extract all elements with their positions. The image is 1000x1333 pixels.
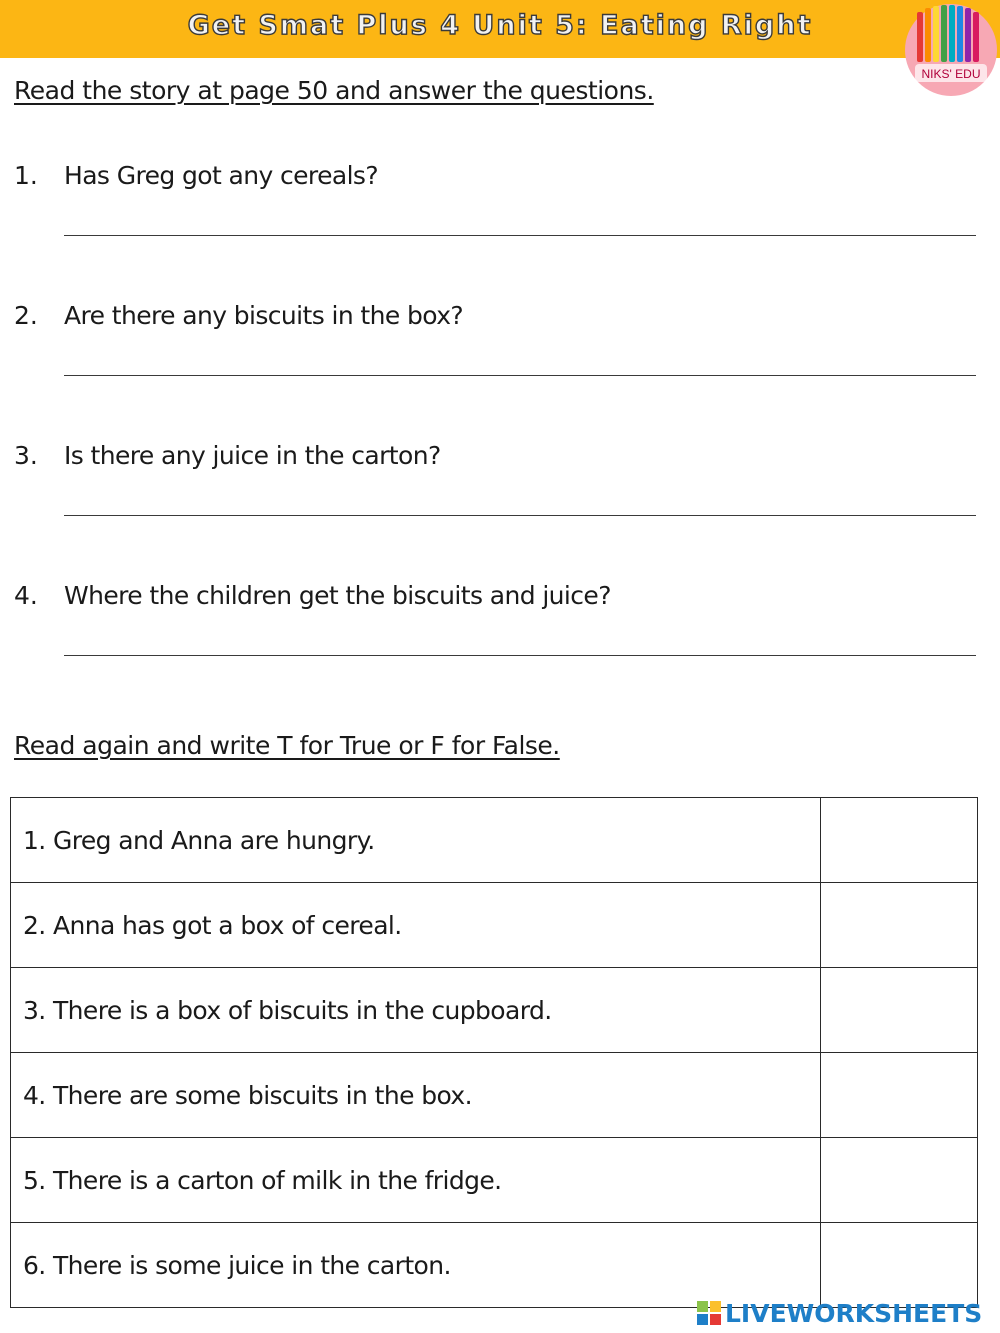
answer-box-1[interactable] (821, 798, 978, 883)
liveworksheets-logo-icon (697, 1301, 721, 1325)
question-1-text: Has Greg got any cereals? (64, 161, 379, 190)
svg-text:NIKS' EDU: NIKS' EDU (921, 67, 981, 81)
question-4-number: 4. (14, 581, 38, 610)
table-row (11, 968, 978, 1053)
table-row (11, 1223, 978, 1308)
section1-instruction: Read the story at page 50 and answer the questions. (14, 76, 654, 105)
worksheet-title: Get Smat Plus 4 Unit 5: Eating Right (187, 10, 813, 41)
table-row (11, 1053, 978, 1138)
watermark-text: LIVEWORKSHEETS (725, 1298, 983, 1328)
answer-box-3[interactable] (821, 968, 978, 1053)
answer-line-1[interactable] (64, 235, 976, 236)
statement-5: 5. There is a carton of milk in the fridge. (11, 1138, 821, 1223)
question-3-number: 3. (14, 441, 38, 470)
question-3-text: Is there any juice in the carton? (64, 441, 441, 470)
answer-line-2[interactable] (64, 375, 976, 376)
section2-instruction: Read again and write T for True or F for False. (14, 731, 560, 760)
answer-box-2[interactable] (821, 883, 978, 968)
question-1-number: 1. (14, 161, 38, 190)
answer-box-4[interactable] (821, 1053, 978, 1138)
answer-box-6[interactable] (821, 1223, 978, 1308)
answer-box-5[interactable] (821, 1138, 978, 1223)
statement-3: 3. There is a box of biscuits in the cupboard. (11, 968, 821, 1053)
answer-line-4[interactable] (64, 655, 976, 656)
niks-edu-logo (903, 2, 999, 98)
question-4-text: Where the children get the biscuits and juice? (64, 581, 611, 610)
question-2-number: 2. (14, 301, 38, 330)
table-row (11, 798, 978, 883)
answer-line-3[interactable] (64, 515, 976, 516)
question-2-text: Are there any biscuits in the box? (64, 301, 464, 330)
true-false-table (10, 797, 978, 1308)
statement-1: 1. Greg and Anna are hungry. (11, 798, 821, 883)
liveworksheets-watermark (697, 1298, 982, 1328)
table-row (11, 1138, 978, 1223)
table-row (11, 883, 978, 968)
statement-6: 6. There is some juice in the carton. (11, 1223, 821, 1308)
statement-2: 2. Anna has got a box of cereal. (11, 883, 821, 968)
statement-4: 4. There are some biscuits in the box. (11, 1053, 821, 1138)
